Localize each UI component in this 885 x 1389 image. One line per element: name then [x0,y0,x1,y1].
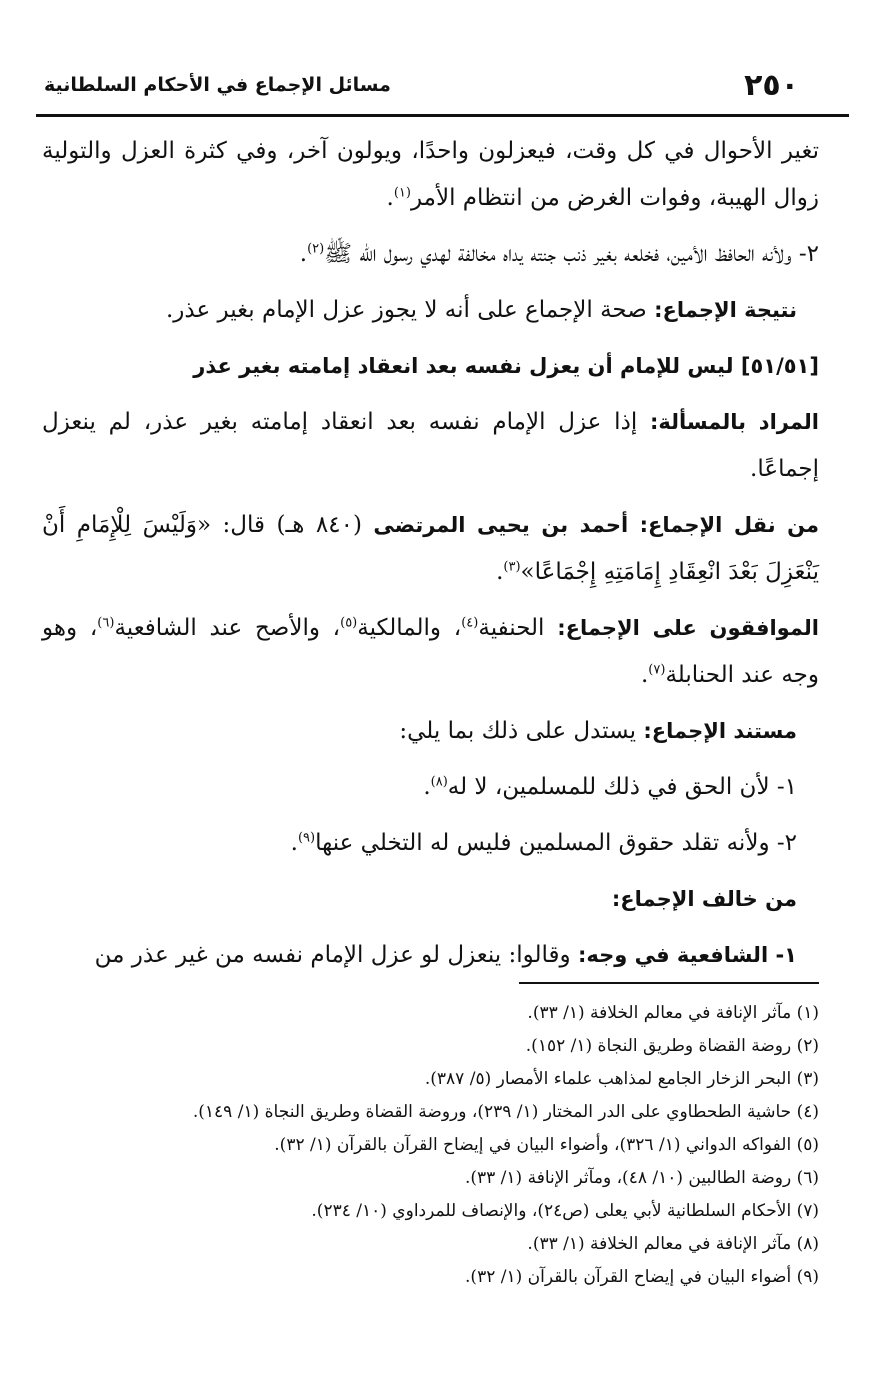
issue-heading: [٥١/٥١] ليس للإمام أن يعزل نفسه بعد انعقاد إمامته بغير عذر [193,354,819,378]
section-label: الموافقون على الإجماع: [557,616,820,640]
paragraph: المراد بالمسألة: إذا عزل الإمام نفسه بعد انعقاد إمامته بغير عذر، لم ينعزل إجماعًا. [42,409,819,482]
footnote-item: (٦) روضة الطالبين (١٠/ ٤٨)، ومآثر الإنافة (١/ ٣٣). [464,1168,819,1188]
page-number: ٢٥٠ [744,68,799,103]
footnote-item: (٣) البحر الزخار الجامع لمذاهب علماء الأمصار (٥/ ٣٨٧). [424,1069,819,1089]
footnote-ref[interactable]: (٩) [297,830,316,846]
section-label: المراد بالمسألة: [650,410,819,434]
footnotes [42,997,819,1294]
footnote-ref[interactable]: (٨) [430,774,448,790]
section-label: من خالف الإجماع: [611,887,797,911]
footnote-item: (٨) مآثر الإنافة في معالم الخلافة (١/ ٣٣). [527,1234,819,1254]
paragraph: من نقل الإجماع: أحمد بن يحيى المرتضى (٨٤٠ هـ) قال: «وَلَيْسَ لِلْإِمَامِ أَنْ يَنْعَزِلَ بَعْدَ انْعِقَادِ إِمَامَتِهِ إِجْمَاعًا»$^{(٣)}$. [42,512,819,585]
running-title: مسائل الإجماع في الأحكام السلطانية [44,74,391,96]
footnote-ref[interactable]: (٣) [503,559,521,575]
section-label: نتيجة الإجماع: [654,298,797,322]
paragraph: ١- لأن الحق في ذلك للمسلمين، لا له$^{(٨)}$. [423,774,797,800]
footnote-ref[interactable]: (٥) [340,615,358,631]
paragraph: الموافقون على الإجماع: الحنفية$^{(٤)}$، والمالكية$^{(٥)}$، والأصح عند الشافعية$^{(٦)}$، وهو وجه عند الحنابلة$^{(٧)}$. [42,615,820,688]
footnote-ref[interactable]: (٤) [461,615,479,631]
section-label: ١- الشافعية في وجه: [577,943,797,967]
footnote-item: (٤) حاشية الطحطاوي على الدر المختار (١/ ٢٣٩)، وروضة القضاة وطريق النجاة (١/ ١٤٩). [192,1102,819,1122]
section-label: من نقل الإجماع: أحمد بن يحيى المرتضى [373,513,819,537]
footnote-item: (٥) الفواكه الدواني (١/ ٣٢٦)، وأضواء البيان في إيضاح القرآن بالقرآن (١/ ٣٢). [274,1135,819,1155]
section-label: مستند الإجماع: [643,719,797,743]
footnote-divider [519,982,819,984]
footnote-item: (٧) الأحكام السلطانية لأبي يعلى (ص٢٤)، والإنصاف للمرداوي (١٠/ ٢٣٤). [311,1201,819,1221]
paragraph: ٢- ولأنه الحافظ الأمين، فخلعه بغير ذنب جنته يداه مخالفة لهدي رسول الله ﷺ$^{(٢)}$. [299,241,819,267]
page-header [36,62,849,117]
footnote-item: (٩) أضواء البيان في إيضاح القرآن بالقرآن (١/ ٣٢). [465,1267,819,1287]
footnote-ref[interactable]: (٦) [97,615,115,631]
footnote-ref[interactable]: (٧) [648,662,666,678]
paragraph: ١- الشافعية في وجه: وقالوا: ينعزل لو عزل الإمام نفسه من غير عذر من [94,942,797,968]
paragraph: ٢- ولأنه تقلد حقوق المسلمين فليس له التخلي عنها$^{(٩)}$. [290,830,797,856]
main-text [42,128,819,988]
footnote-item: (٢) روضة القضاة وطريق النجاة (١/ ١٥٢). [525,1036,819,1056]
paragraph: تغير الأحوال في كل وقت، فيعزلون واحدًا، ويولون آخر، وفي كثرة العزل والتولية زوال الهيبة، وفوات الغرض من انتظام الأمر$^{(١)}$. [42,138,819,211]
footnote-ref[interactable]: (٢) [307,241,325,257]
footnote-item: (١) مآثر الإنافة في معالم الخلافة (١/ ٣٣). [527,1003,819,1023]
footnote-ref[interactable]: (١) [393,185,411,201]
paragraph: نتيجة الإجماع: صحة الإجماع على أنه لا يجوز عزل الإمام بغير عذر. [166,297,797,323]
paragraph: مستند الإجماع: يستدل على ذلك بما يلي: [399,718,797,744]
